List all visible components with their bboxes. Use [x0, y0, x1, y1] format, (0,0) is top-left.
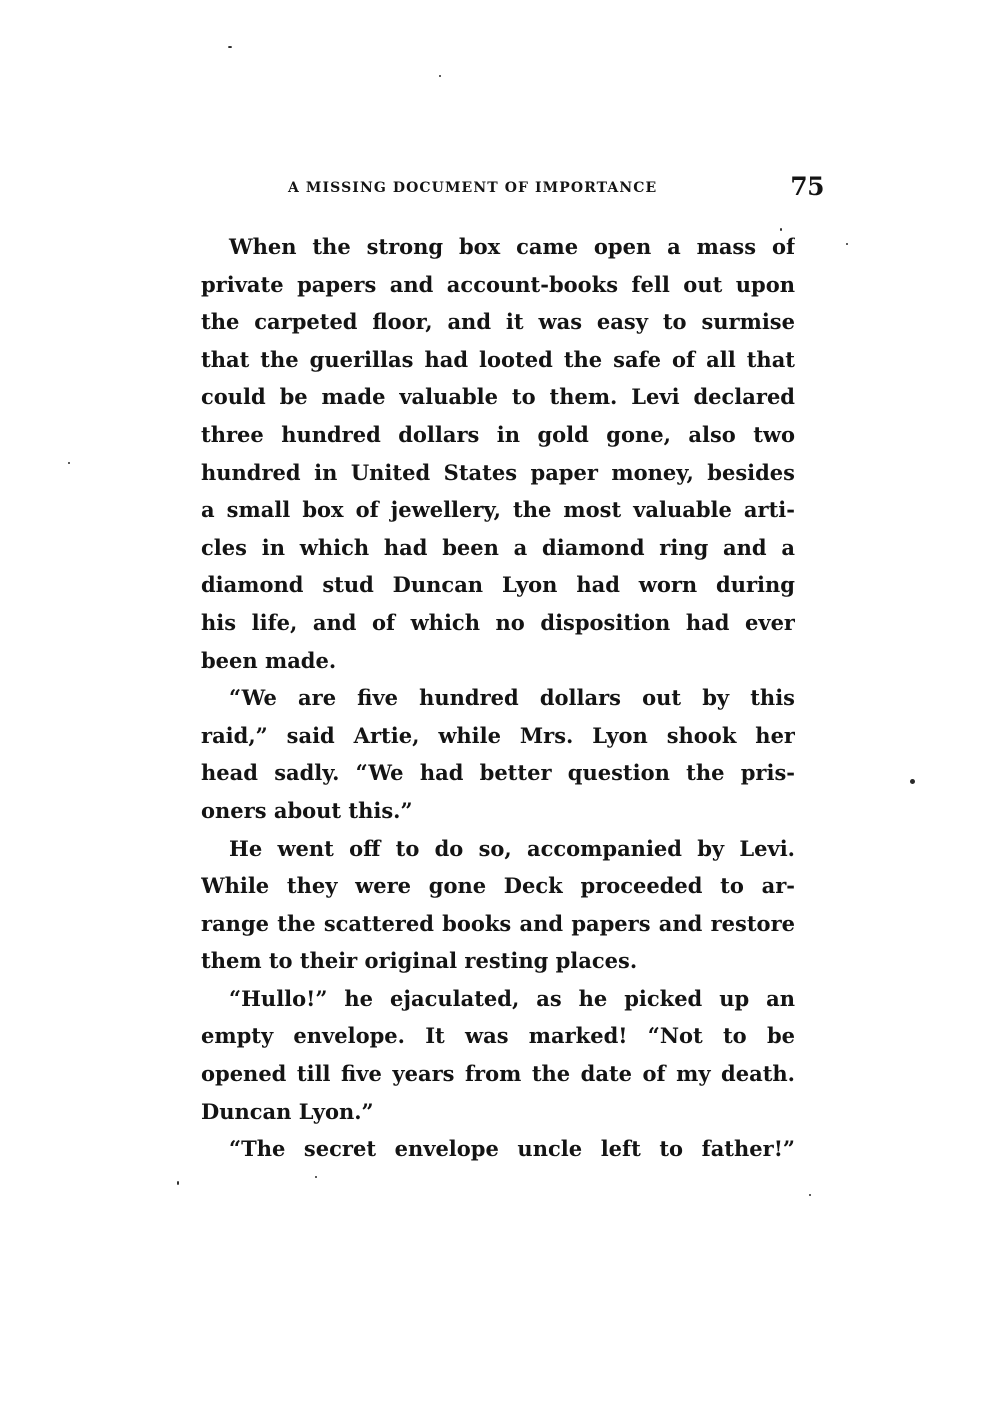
scan-speck: [228, 46, 232, 48]
text-line: oners about this.”: [201, 797, 413, 823]
scan-speck: [780, 228, 782, 231]
text-line: could be made valuable to them. Levi declared: [201, 384, 795, 410]
scan-speck: [439, 75, 441, 77]
scan-speck: [315, 1176, 317, 1178]
scan-speck: [910, 779, 915, 784]
text-line: the carpeted floor, and it was easy to surmise: [201, 309, 795, 335]
text-line: his life, and of which no disposition had ever: [201, 609, 795, 635]
text-line: head sadly. “We had better question the pris-: [201, 760, 795, 786]
text-line: empty envelope. It was marked! “Not to be: [201, 1023, 795, 1049]
page-number: 75: [790, 172, 824, 201]
text-line: them to their original resting places.: [201, 948, 638, 974]
running-title: A MISSING DOCUMENT OF IMPORTANCE: [288, 180, 658, 196]
scan-speck: [846, 243, 848, 245]
scan-speck: [809, 1194, 811, 1196]
text-line: that the guerillas had looted the safe of all that: [201, 346, 795, 372]
text-line: raid,” said Artie, while Mrs. Lyon shook her: [201, 722, 795, 748]
text-line: Duncan Lyon.”: [201, 1098, 374, 1124]
running-head: [232, 172, 824, 204]
text-line: When the strong box came open a mass of: [229, 234, 795, 259]
body-text: [201, 228, 795, 1168]
text-line: “Hullo!” he ejaculated, as he picked up an: [229, 985, 795, 1011]
text-line: hundred in United States paper money, besides: [201, 459, 795, 485]
text-line: private papers and account-books fell out upon: [201, 271, 795, 297]
text-line: “The secret envelope uncle left to father!”: [229, 1136, 795, 1162]
text-line: been made.: [201, 647, 337, 673]
scan-speck: [68, 462, 70, 464]
text-line: three hundred dollars in gold gone, also two: [201, 421, 795, 447]
text-line: He went off to do so, accompanied by Levi.: [229, 835, 795, 861]
text-line: a small box of jewellery, the most valuable arti-: [201, 497, 795, 523]
text-line: While they were gone Deck proceeded to ar-: [201, 873, 795, 899]
text-line: “We are five hundred dollars out by this: [229, 685, 795, 711]
text-line: cles in which had been a diamond ring and a: [201, 534, 795, 560]
text-line: opened till five years from the date of my death.: [201, 1061, 795, 1087]
scan-speck: [177, 1181, 179, 1185]
text-line: diamond stud Duncan Lyon had worn during: [201, 572, 795, 598]
text-line: range the scattered books and papers and restore: [201, 910, 795, 936]
